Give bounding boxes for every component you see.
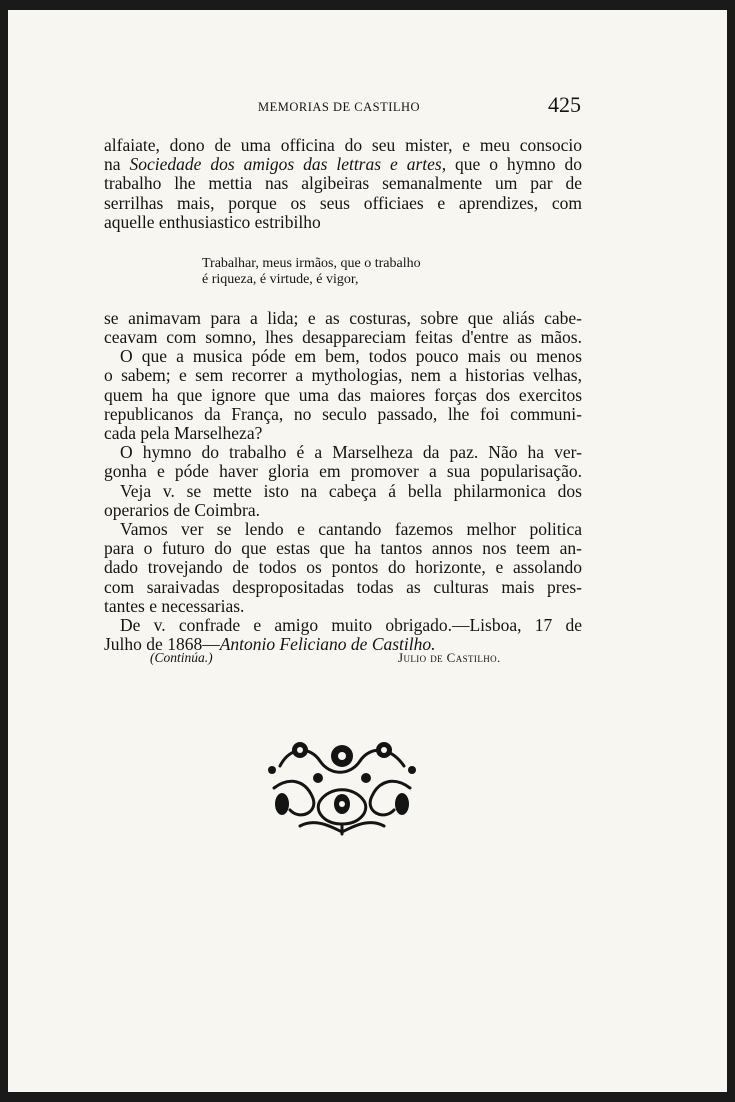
text-line: republicanos da França, no seculo passado, lhe foi communi- [104,403,582,424]
text-line: quem ha que ignore que uma das maiores forças dos exercitos [104,384,582,405]
page-number: 425 [548,92,581,117]
italic-text: Sociedade dos amigos das lettras e artes, [129,154,447,175]
author-signature: Julio de Castilho. [398,650,501,665]
body-text [104,136,582,654]
text-line: ceavam com somno, lhes desappareciam feitas d'entre as mãos. [104,326,582,347]
verse-line: é riqueza, é virtude, é vigor, [202,271,359,287]
text-line: De v. confrade e amigo muito obrigado.—Lisboa, 17 de [120,615,582,636]
text-line: se animavam para a lida; e as costuras, sobre que aliás cabe- [104,307,582,328]
paragraph-3 [104,347,582,443]
text-line: aquelle enthusiastico estribilho [104,211,321,232]
book-page [8,10,727,1092]
text-line: tantes e necessarias. [104,595,245,616]
text-line: gonha e póde haver gloria em promover a sua popularisação. [104,461,582,482]
text-line: Veja v. se mette isto na cabeça á bella philarmonica dos [120,480,582,501]
verse-quote [202,256,421,287]
text-line: na Sociedade dos amigos das lettras e artes, que o hymno do [104,154,582,175]
text-line: para o futuro do que estas que ha tantos annos nos teem an- [104,538,582,559]
paragraph-2 [104,309,582,347]
continua-note: (Continúa.) [150,650,213,665]
text-line: O que a musica póde em bem, todos pouco mais ou menos [120,346,582,367]
text-line: cada pela Marselheza? [104,422,263,443]
paragraph-5 [104,482,582,520]
page-header [8,92,727,122]
text-line: o sabem; e sem recorrer a mythologias, nem a historias velhas, [104,365,582,386]
text-line: com saraivadas despropositadas todas as culturas mais pres- [104,576,582,597]
paragraph-6 [104,520,582,616]
floral-ornament-icon [260,726,424,836]
paragraph-1 [104,136,582,232]
running-title: MEMORIAS DE CASTILHO [258,100,421,114]
text-line: alfaiate, dono de uma officina do seu mister, e meu consocio [104,135,582,155]
text-line: O hymno do trabalho é a Marselheza da paz. Não ha ver- [120,442,582,463]
verse-line: Trabalhar, meus irmãos, que o trabalho [202,256,421,271]
text-line: operarios de Coimbra. [104,499,260,520]
text-line: Julho de 1868—Antonio Feliciano de Castilho. [104,634,436,655]
paragraph-4 [104,443,582,481]
text-line: dado trovejando de todos os pontos do horizonte, e assolando [104,557,582,578]
text-line: serrilhas mais, porque os seus officiaes e aprendizes, com [104,192,582,213]
paragraph-7 [104,616,582,654]
text-line: trabalho lhe mettia nas algibeiras semanalmente um par de [104,173,582,194]
italic-text: Antonio Feliciano de Castilho. [219,634,436,655]
text-line: Vamos ver se lendo e cantando fazemos melhor politica [120,519,582,539]
